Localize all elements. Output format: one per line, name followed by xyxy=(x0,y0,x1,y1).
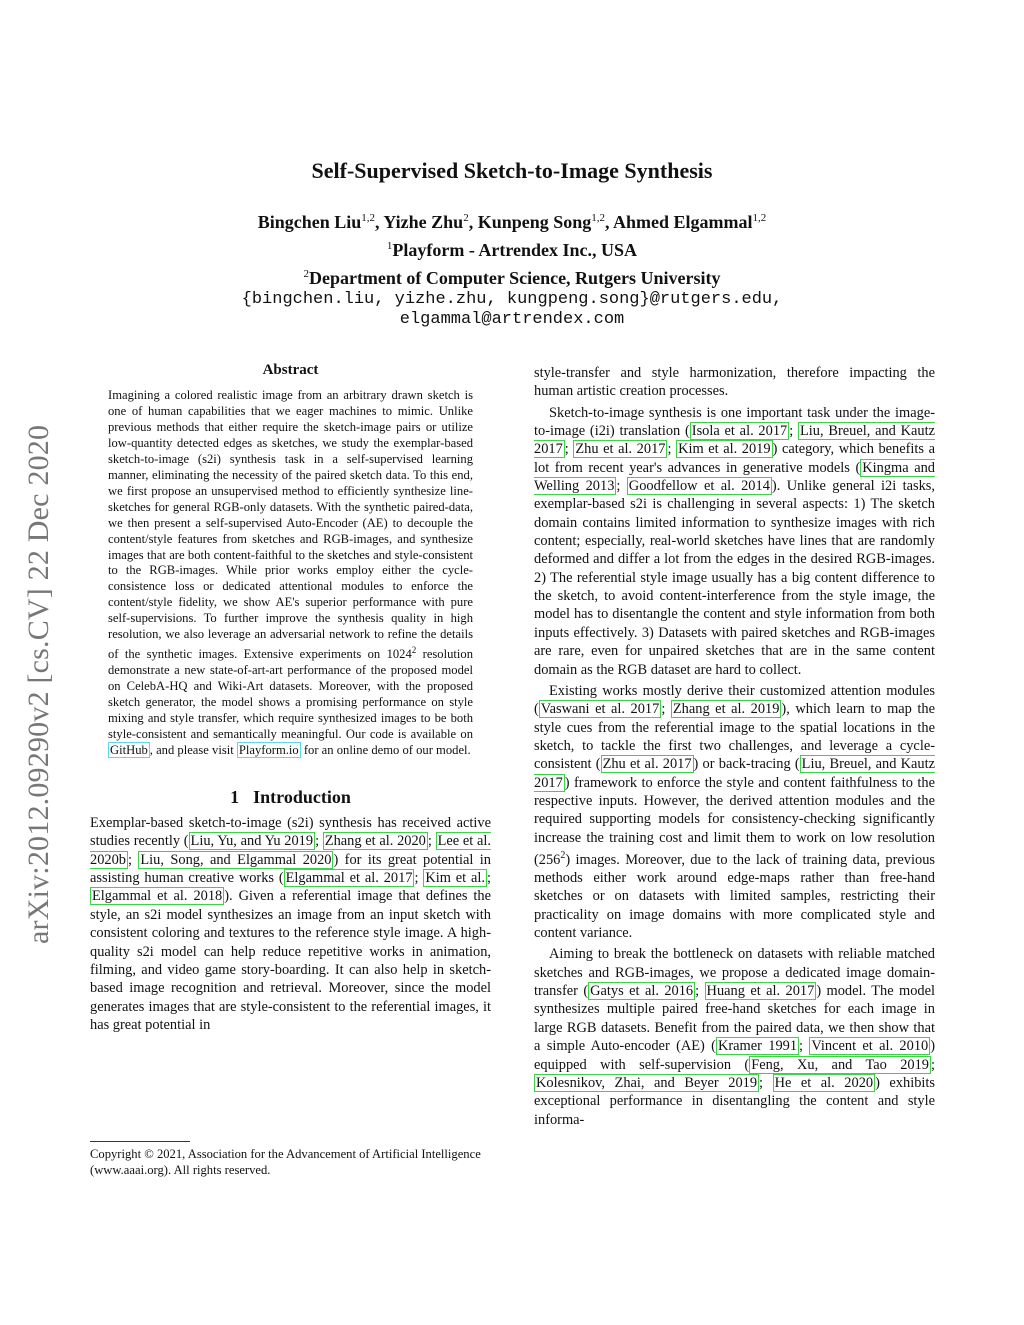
text-run: ) category, which benefits a lot from recent year's advances in generative models ( xyxy=(534,441,936,476)
arxiv-identifier: arXiv:2012.09290v2 [cs.CV] 22 Dec 2020 xyxy=(22,424,55,944)
text-run: ) exhibits exceptional performance in disentangling the content and style informa- xyxy=(534,1074,935,1128)
right-column xyxy=(534,364,935,1129)
citation-link[interactable]: Lee et al. 2020b xyxy=(90,833,491,868)
text-run: ; xyxy=(661,701,671,718)
citation-link[interactable]: Zhang et al. 2019 xyxy=(672,701,780,718)
text-run: style-transfer and style harmonization, therefore impacting the human artistic creation processes. xyxy=(534,365,935,400)
left-column xyxy=(90,362,491,1034)
citation-link[interactable]: Isola et al. 2017 xyxy=(691,423,788,440)
citation-link[interactable]: Kingma and Welling 2013 xyxy=(534,459,935,495)
text-run: ; xyxy=(414,870,424,887)
citation-link[interactable]: Liu, Breuel, and Kautz 2017 xyxy=(534,756,935,791)
author-name: Kunpeng Song xyxy=(477,212,592,232)
paper-header xyxy=(0,158,1024,330)
text-run: ; xyxy=(564,441,574,458)
section-heading: 1 Introduction xyxy=(230,787,351,808)
citation-link[interactable]: Kramer 1991 xyxy=(717,1038,798,1055)
paragraph-continued xyxy=(534,364,935,401)
text-run: ; xyxy=(695,983,705,1000)
citation-link[interactable]: Liu, Song, and Elgammal 2020 xyxy=(140,851,332,868)
abstract-text: Imagining a colored realistic image from an arbitrary drawn sketch is one of human capabilities that we eager machines to mimic. Unlike previous methods that either require the sketch-image pairs or utilize low-quantity detected edges as sketches, we study the exemplar-based sketch-to-image (s2i) synthesis task in a self-supervised learning manner, eliminating the necessity of the paired sketch data. To this end, we first propose an unsupervised method to efficiently synthesize line-sketches for general RGB-only datasets. With the synthetic paired-data, we then present a self-supervised Auto-Encoder (AE) to decouple the content/style features from sketches and RGB-images, and synthesize images that are both content-faithful to the sketches and style-consistent to the RGB-images. While prior works employ either the cycle-consistence loss or dedicated attentional modules to enforce the content/style fidelity, we show AE's superior performance with pure self-supervisions. To further improve the synthesis quality in high resolution, we also leverage an adversarial network to refine the details of the synthetic images. Extensive experiments on 1024$^2$ resolution demonstrate a new state-of-art-art performance of the proposed model on CelebA-HQ and Wiki-Art datasets. Moreover, with the proposed sketch generator, the model shows a promising performance on style mixing and style transfer, which require synthesized images to be both style-consistent and semantically meaningful. Our code is available on GitHub , and please visit Playform.io for an online demo of our model. xyxy=(108,388,473,758)
intro-paragraph xyxy=(90,814,491,1034)
text-run: ; xyxy=(789,423,798,440)
copyright-footnote: Copyright © 2021, Association for the Advancement of Artificial Intelligence (www.aaai.org). All rights reserved. xyxy=(90,1147,481,1177)
author-name: Bingchen Liu xyxy=(257,212,362,232)
author-affiliation-mark: 1,2 xyxy=(752,212,767,224)
author-list: Bingchen Liu$^{1,2}$, Yizhe Zhu$^2$, Kunpeng Song$^{1,2}$, Ahmed Elgammal$^{1,2}$ xyxy=(257,212,767,232)
citation-link[interactable]: Vaswani et al. 2017 xyxy=(540,701,660,718)
citation-link[interactable]: Feng, Xu, and Tao 2019 xyxy=(751,1056,930,1073)
author-name: Yizhe Zhu xyxy=(383,212,464,232)
text-run: ; xyxy=(799,1038,810,1055)
citation-link[interactable]: Liu, Yu, and Yu 2019 xyxy=(190,833,314,850)
citation-link[interactable]: Elgammal et al. 2018 xyxy=(92,888,223,905)
citation-link[interactable]: Kolesnikov, Zhai, and Beyer 2019 xyxy=(536,1074,758,1091)
citation-link[interactable]: Gatys et al. 2016 xyxy=(590,983,694,1000)
email-line-2: elgammal@artrendex.com xyxy=(399,310,625,329)
citation-link[interactable]: Elgammal et al. 2017 xyxy=(285,870,413,887)
superscript: 2 xyxy=(560,849,566,861)
affiliation-2: $^2$Department of Computer Science, Rutgers University xyxy=(303,268,721,288)
author-affiliation-mark: 2 xyxy=(463,212,469,224)
text-run: ). Given a referential image that defines the style, an s2i model synthesizes an image from an input sketch with consistent coloring and textures to the reference style image. A high-quality s2i model can help reduce repetitive works in animation, filming, and video game story-boarding. It can also help in sketch-based image recognition and retrieval. Moreover, since the model generates images that are style-consistent to the referential images, it has great potential in xyxy=(90,888,492,1033)
text-run: ; xyxy=(667,441,677,458)
text-run: ; xyxy=(315,833,323,850)
citation-link[interactable]: Huang et al. 2017 xyxy=(706,983,815,1000)
text-run: Aiming to break the bottleneck on datasets with reliable matched sketches and RGB-images, we propose a dedicated image domain-transfer ( xyxy=(534,946,935,1000)
text-run: ; xyxy=(931,1056,936,1073)
citation-link[interactable]: Kim et al. xyxy=(425,870,485,887)
citation-link[interactable]: Zhu et al. 2017 xyxy=(602,756,692,773)
text-run: ; xyxy=(759,1074,773,1091)
citation-link[interactable]: He et al. 2020 xyxy=(774,1074,874,1091)
text-run: ) for its great potential in assisting human creative works ( xyxy=(90,851,491,887)
text-run: ; xyxy=(127,851,139,868)
text-run: Existing works mostly derive their customized attention modules ( xyxy=(534,682,935,718)
text-run: ), which learn to map the style cues from the referential image to the spatial locations in the sketch, to tackle the first two challenges, and leverage a cycle-consistent ( xyxy=(534,701,935,773)
paragraph-s2i-task xyxy=(534,404,935,679)
text-run: ) images. Moreover, due to the lack of training data, previous methods either work around edge-maps rather than free-hand sketches or on datasets with limited samples, restricting their practicality on image domains with more complicated style and content variance. xyxy=(534,851,935,942)
text-run: Sketch-to-image synthesis is one important task under the image-to-image (i2i) translation ( xyxy=(534,404,935,440)
email-line-1: {bingchen.liu, yizhe.zhu, kungpeng.song}@rutgers.edu, xyxy=(241,290,783,309)
text-run: Exemplar-based sketch-to-image (s2i) synthesis has received active studies recently ( xyxy=(90,815,491,850)
citation-link[interactable]: Zhang et al. 2020 xyxy=(324,833,426,850)
citation-link[interactable]: Goodfellow et al. 2014 xyxy=(628,478,770,495)
footnote-rule xyxy=(90,1141,190,1142)
github-link[interactable]: GitHub xyxy=(110,743,148,758)
text-run: ) equipped with self-supervision ( xyxy=(534,1038,936,1073)
paper-title: Self-Supervised Sketch-to-Image Synthesis xyxy=(311,158,713,183)
citation-link[interactable]: Liu, Breuel, and Kautz 2017 xyxy=(534,423,935,458)
text-run: ) or back-tracing ( xyxy=(693,756,800,773)
author-name: Ahmed Elgammal xyxy=(613,212,753,232)
playform-link[interactable]: Playform.io xyxy=(238,743,299,758)
paragraph-existing-works xyxy=(534,682,935,943)
text-run: ; xyxy=(487,870,491,887)
affiliation-1: $^1$Playform - Artrendex Inc., USA xyxy=(386,240,638,260)
author-affiliation-mark: 1,2 xyxy=(361,212,375,224)
text-run: ). Unlike general i2i tasks, exemplar-based s2i is challenging in several aspects: 1) The sketch domain contains limited information to synthesize images with rich content; especially, real-world sketches have lines that are randomly deformed and differ a lot from the edges in the desired RGB-images. 2) The referential style image usually has a big content difference to the sketch, to avoid content-interference from the style image, the model has to disentangle the content and style information from both inputs effectively. 3) Datasets with paired sketches and RGB-images are rare, even for unpaired sketches that are in the same content domain as the RGB dataset are hard to collect. xyxy=(534,478,935,678)
abstract-heading: Abstract xyxy=(262,362,319,378)
author-affiliation-mark: 1,2 xyxy=(591,212,606,224)
text-run: ; xyxy=(427,833,436,850)
text-run: ) model. The model synthesizes multiple paired free-hand sketches for each image in large RGB datasets. Benefit from the paired data, we then show that a simple Auto-encoder (AE) ( xyxy=(534,983,935,1055)
citation-link[interactable]: Kim et al. 2019 xyxy=(678,441,771,458)
paragraph-approach xyxy=(534,945,935,1128)
citation-link[interactable]: Vincent et al. 2010 xyxy=(811,1038,929,1055)
text-run: ) framework to enforce the style and content faithfulness to the respective inputs. However, the derived attention modules and the required supporting models for consistency-checking significantly increase the training cost and limit them to work on low resolution (256 xyxy=(534,774,935,868)
text-run: ; xyxy=(616,478,627,495)
citation-link[interactable]: Zhu et al. 2017 xyxy=(575,441,666,458)
